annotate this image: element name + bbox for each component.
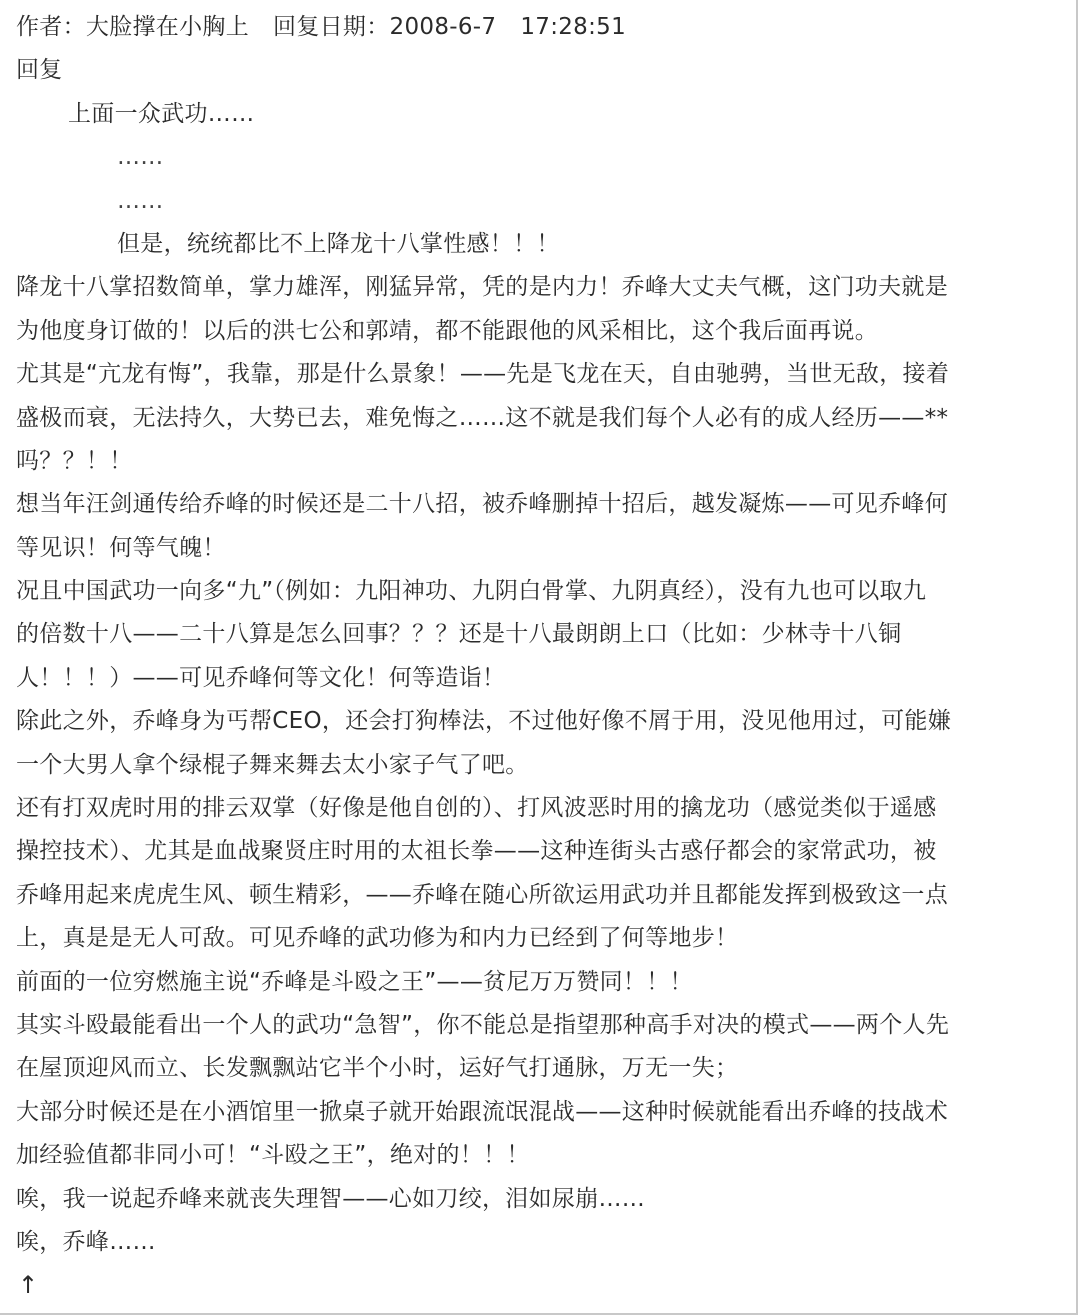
post-line: 加经验值都非同小可！“斗殴之王”，绝对的！！！ — [16, 1142, 530, 1169]
post-line: 还有打双虎时用的排云双掌（好像是他自创的）、打风波恶时用的擒龙功（感觉类似于遥感 — [16, 795, 937, 822]
post-line: 唉，乔峰…… — [16, 1228, 156, 1255]
post-line: 前面的一位穷燃施主说“乔峰是斗殴之王”——贫尼万万赞同！！！ — [16, 968, 693, 995]
post-line: …… — [117, 144, 164, 171]
post-line: 人！！！）——可见乔峰何等文化！何等造诣！ — [16, 664, 506, 691]
reply-time: 17:28:51 — [520, 14, 627, 40]
post-line: 唉，我一说起乔峰来就丧失理智——心如刀绞，泪如尿崩…… — [16, 1185, 646, 1212]
forum-reply-post — [16, 6, 1066, 1308]
post-line: 等见识！何等气魄！ — [16, 534, 226, 561]
post-line: 其实斗殴最能看出一个人的武功“急智”，你不能总是指望那种高手对决的模式——两个人先 — [16, 1011, 950, 1038]
author-label: 作者： — [16, 14, 86, 40]
post-line: 盛极而衰，无法持久，大势已去，难免悔之……这不就是我们每个人必有的成人经历——** — [16, 404, 949, 431]
post-line: 在屋顶迎风而立、长发飘飘站它半个小时，运好气打通脉，万无一失； — [16, 1055, 739, 1082]
post-line: 上，真是是无人可敌。可见乔峰的武功修为和内力已经到了何等地步！ — [16, 925, 739, 952]
post-line: 上面一众武功…… — [68, 100, 255, 127]
post-line: 想当年汪剑通传给乔峰的时候还是二十八招，被乔峰删掉十招后，越发凝炼——可见乔峰何 — [16, 491, 948, 518]
date-label: 回复日期： — [273, 14, 390, 40]
post-line: 乔峰用起来虎虎生风、顿生精彩，——乔峰在随心所欲运用武功并且都能发挥到极致这一点 — [16, 881, 948, 908]
post-line: 为他度身订做的！以后的洪七公和郭靖，都不能跟他的风采相比，这个我后面再说。 — [16, 317, 879, 344]
reply-date: 2008-6-7 — [389, 14, 497, 40]
post-line: 一个大男人拿个绿棍子舞来舞去太小家子气了吧。 — [16, 751, 529, 778]
post-line: 的倍数十八——二十八算是怎么回事？？？还是十八最朗朗上口（比如：少林寺十八铜 — [16, 621, 902, 648]
post-line: 降龙十八掌招数简单，掌力雄浑，刚猛异常，凭的是内力！乔峰大丈夫气概，这门功夫就是 — [16, 274, 948, 301]
post-line: 况且中国武功一向多“九”（例如：九阳神功、九阴白骨掌、九阴真经），没有九也可以取九 — [16, 578, 927, 605]
post-line: 操控技术）、尤其是血战聚贤庄时用的太祖长拳——这种连街头古惑仔都会的家常武功，被 — [16, 838, 937, 865]
post-line: …… — [117, 187, 164, 214]
post-line: 但是，统统都比不上降龙十八掌性感！！！ — [117, 230, 560, 257]
author-name[interactable]: 大脸撑在小胸上 — [85, 14, 250, 40]
post-line: 大部分时候还是在小酒馆里一掀桌子就开始跟流氓混战——这种时候就能看出乔峰的技战术 — [16, 1098, 948, 1125]
reply-link[interactable]: 回复 — [16, 57, 63, 84]
post-line: 尤其是“亢龙有悔”，我靠，那是什么景象！——先是飞龙在天，自由驰骋，当世无敌，接着 — [16, 361, 950, 388]
post-line: 除此之外，乔峰身为丐帮CEO，还会打狗棒法，不过他好像不屑于用，没见他用过，可能嫌 — [16, 708, 951, 735]
post-header — [16, 6, 1066, 49]
post-line: 吗？？！！ — [16, 447, 133, 474]
up-arrow-icon[interactable]: ↑ — [18, 1271, 39, 1300]
